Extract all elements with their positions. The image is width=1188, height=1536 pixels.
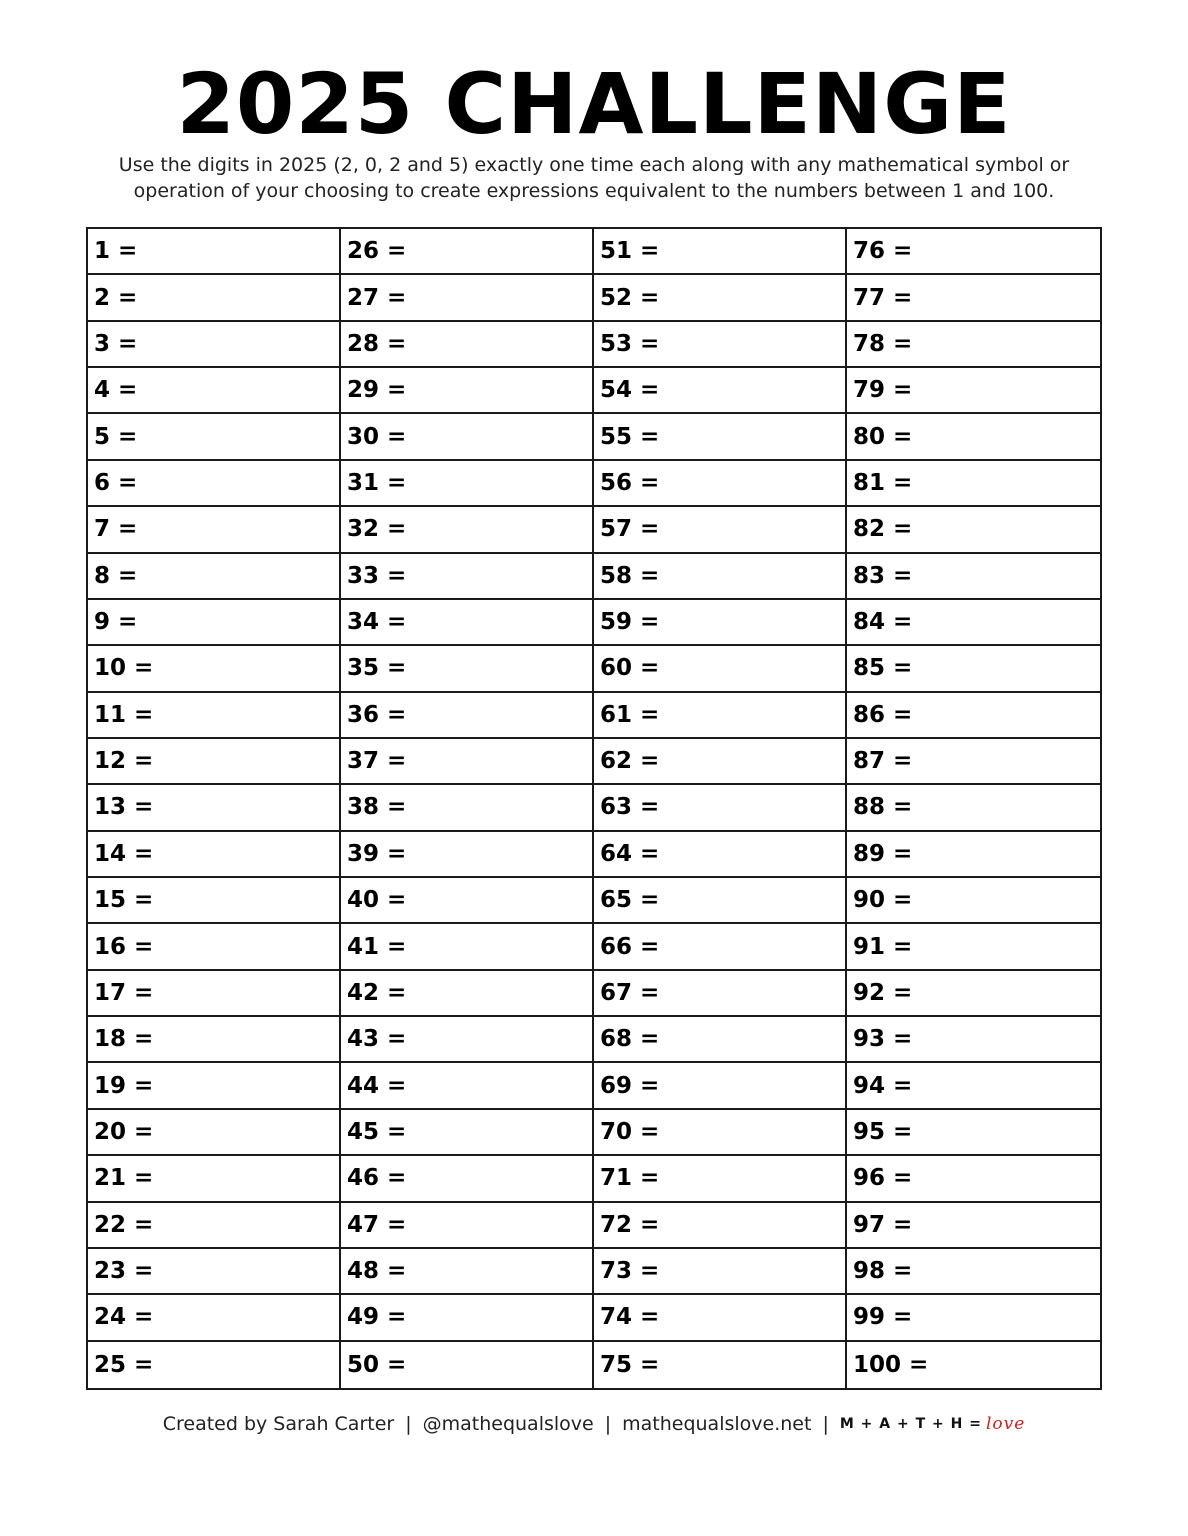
answer-cell: 54 = — [594, 368, 847, 414]
answer-cell: 15 = — [88, 878, 341, 924]
answer-cell: 75 = — [594, 1342, 847, 1388]
answer-cell: 30 = — [341, 414, 594, 460]
answer-cell: 53 = — [594, 322, 847, 368]
answer-cell: 22 = — [88, 1203, 341, 1249]
answer-cell: 41 = — [341, 924, 594, 970]
answer-cell: 24 = — [88, 1295, 341, 1341]
answer-cell: 44 = — [341, 1063, 594, 1109]
answer-cell: 58 = — [594, 554, 847, 600]
answer-cell: 46 = — [341, 1156, 594, 1202]
answer-cell: 69 = — [594, 1063, 847, 1109]
answer-cell: 34 = — [341, 600, 594, 646]
answer-cell: 14 = — [88, 832, 341, 878]
answer-cell: 36 = — [341, 693, 594, 739]
answer-cell: 70 = — [594, 1110, 847, 1156]
answer-cell: 62 = — [594, 739, 847, 785]
answer-cell: 96 = — [847, 1156, 1100, 1202]
answer-cell: 26 = — [341, 229, 594, 275]
answer-cell: 63 = — [594, 785, 847, 831]
answer-cell: 71 = — [594, 1156, 847, 1202]
brand-logo-text: M + A + T + H = — [839, 1416, 982, 1432]
instructions — [60, 152, 1128, 204]
answer-cell: 40 = — [341, 878, 594, 924]
answer-cell: 79 = — [847, 368, 1100, 414]
instructions-line-1: Use the digits in 2025 (2, 0, 2 and 5) exactly one time each along with any mathematical symbol or — [118, 154, 1070, 176]
answer-cell: 89 = — [847, 832, 1100, 878]
answer-cell: 57 = — [594, 507, 847, 553]
answer-cell: 3 = — [88, 322, 341, 368]
answer-cell: 48 = — [341, 1249, 594, 1295]
footer-handle: @mathequalslove — [422, 1413, 594, 1435]
brand-logo — [840, 1414, 1025, 1434]
answer-cell: 35 = — [341, 646, 594, 692]
answer-cell: 90 = — [847, 878, 1100, 924]
answer-cell: 29 = — [341, 368, 594, 414]
answer-cell: 31 = — [341, 461, 594, 507]
footer-separator: | — [822, 1413, 829, 1435]
answer-cell: 49 = — [341, 1295, 594, 1341]
answer-cell: 85 = — [847, 646, 1100, 692]
answer-cell: 68 = — [594, 1017, 847, 1063]
answer-cell: 12 = — [88, 739, 341, 785]
answer-cell: 5 = — [88, 414, 341, 460]
answer-cell: 20 = — [88, 1110, 341, 1156]
answer-cell: 43 = — [341, 1017, 594, 1063]
answer-cell: 7 = — [88, 507, 341, 553]
answer-cell: 98 = — [847, 1249, 1100, 1295]
answer-cell: 8 = — [88, 554, 341, 600]
page-title: 2025 CHALLENGE — [176, 55, 1012, 153]
answer-cell: 97 = — [847, 1203, 1100, 1249]
answer-cell: 93 = — [847, 1017, 1100, 1063]
answer-cell: 60 = — [594, 646, 847, 692]
answer-cell: 56 = — [594, 461, 847, 507]
answer-cell: 73 = — [594, 1249, 847, 1295]
answer-cell: 37 = — [341, 739, 594, 785]
answer-cell: 88 = — [847, 785, 1100, 831]
answer-cell: 66 = — [594, 924, 847, 970]
answer-cell: 86 = — [847, 693, 1100, 739]
answer-cell: 45 = — [341, 1110, 594, 1156]
answer-cell: 13 = — [88, 785, 341, 831]
footer-separator: | — [604, 1413, 612, 1435]
answer-cell: 100 = — [853, 1351, 929, 1378]
answer-cell: 27 = — [341, 275, 594, 321]
answer-cell: 65 = — [594, 878, 847, 924]
brand-logo-love: love — [985, 1414, 1026, 1434]
answer-cell: 42 = — [341, 971, 594, 1017]
answer-cell: 83 = — [847, 554, 1100, 600]
answer-cell: 61 = — [594, 693, 847, 739]
answer-cell: 78 = — [847, 322, 1100, 368]
answer-cell: 59 = — [594, 600, 847, 646]
answer-cell: 72 = — [594, 1203, 847, 1249]
answer-cell: 19 = — [88, 1063, 341, 1109]
answer-cell: 95 = — [847, 1110, 1100, 1156]
footer — [0, 1413, 1188, 1435]
answer-cell: 99 = — [847, 1295, 1100, 1341]
answer-cell: 25 = — [88, 1342, 341, 1388]
answer-cell: 18 = — [88, 1017, 341, 1063]
answer-cell: 17 = — [88, 971, 341, 1017]
answer-cell: 21 = — [88, 1156, 341, 1202]
answer-cell: 77 = — [847, 275, 1100, 321]
answer-grid — [86, 227, 1102, 1390]
answer-cell: 47 = — [341, 1203, 594, 1249]
answer-cell: 51 = — [594, 229, 847, 275]
answer-cell: 32 = — [341, 507, 594, 553]
answer-cell: 6 = — [88, 461, 341, 507]
answer-cell: 91 = — [847, 924, 1100, 970]
answer-cell: 9 = — [88, 600, 341, 646]
answer-cell: 10 = — [88, 646, 341, 692]
answer-cell: 2 = — [88, 275, 341, 321]
answer-cell: 38 = — [341, 785, 594, 831]
answer-cell: 50 = — [341, 1342, 594, 1388]
answer-cell: 94 = — [847, 1063, 1100, 1109]
answer-cell: 39 = — [341, 832, 594, 878]
footer-separator: | — [405, 1413, 412, 1435]
answer-cell: 52 = — [594, 275, 847, 321]
answer-cell: 23 = — [88, 1249, 341, 1295]
instructions-line-2: operation of your choosing to create expressions equivalent to the numbers between 1 and 100. — [133, 180, 1055, 202]
answer-cell: 84 = — [847, 600, 1100, 646]
answer-cell: 76 = — [847, 229, 1100, 275]
footer-author: Created by Sarah Carter — [162, 1413, 395, 1435]
answer-cell: 28 = — [341, 322, 594, 368]
footer-website: mathequalslove.net — [622, 1413, 812, 1435]
answer-cell: 82 = — [847, 507, 1100, 553]
answer-cell: 4 = — [88, 368, 341, 414]
answer-cell: 81 = — [847, 461, 1100, 507]
answer-cell: 33 = — [341, 554, 594, 600]
answer-cell: 67 = — [594, 971, 847, 1017]
answer-cell: 74 = — [594, 1295, 847, 1341]
answer-cell: 1 = — [88, 229, 341, 275]
answer-cell: 92 = — [847, 971, 1100, 1017]
answer-cell: 80 = — [847, 414, 1100, 460]
answer-cell: 55 = — [594, 414, 847, 460]
answer-cell: 64 = — [594, 832, 847, 878]
answer-cell: 11 = — [88, 693, 341, 739]
answer-cell: 16 = — [88, 924, 341, 970]
answer-cell: 87 = — [847, 739, 1100, 785]
